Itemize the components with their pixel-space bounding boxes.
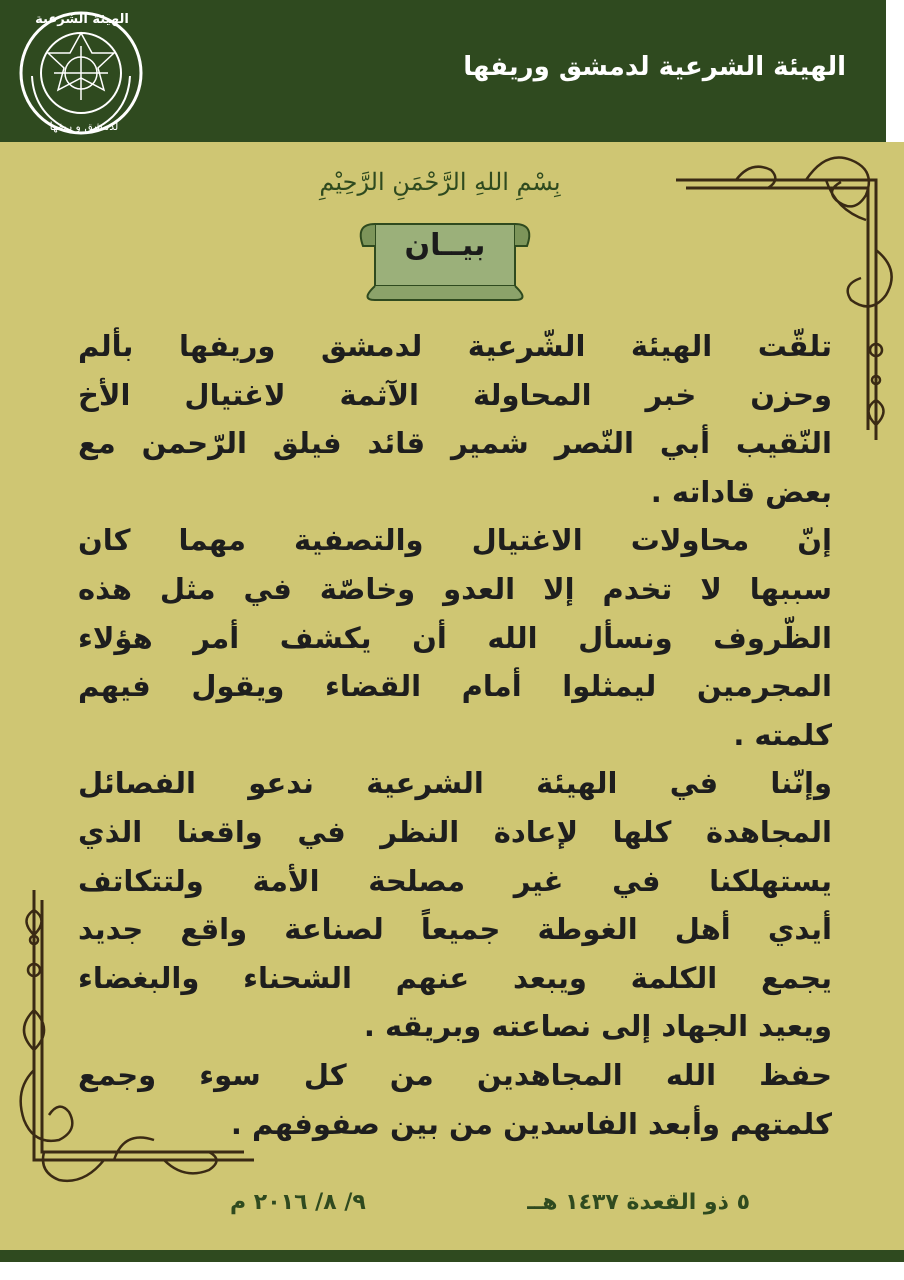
page-title: الهيئة الشرعية لدمشق وريفها [463, 52, 846, 82]
body-line: يجمع الكلمة ويبعد عنهم الشحناء والبغضاء [78, 960, 832, 995]
body-line: سببها لا تخدم إلا العدو وخاصّة في مثل هذه [78, 571, 832, 606]
logo-text-top: الهيئة الشرعية [35, 12, 129, 27]
body-line: ويعيد الجهاد إلى نصاعته وبريقه . [363, 1009, 832, 1044]
body-line: المجاهدة كلها لإعادة النظر في واقعنا الذي [78, 814, 832, 849]
body-line: كلمته . [733, 717, 832, 752]
header-edge [886, 0, 904, 142]
logo-text-bottom: لدمشق و ريفها [49, 120, 119, 133]
statement-heading: بيــان [404, 228, 486, 263]
body-line: يستهلكنا في غير مصلحة الأمة ولتتكاتف [78, 863, 832, 898]
body-line: النّقيب أبي النّصر شمير قائد فيلق الرّحمن مع [78, 426, 832, 461]
footer-edge [0, 1262, 904, 1280]
body-line: كلمتهم وأبعد الفاسدين من بين صفوفهم . [230, 1106, 832, 1141]
gregorian-date: ٩/ ٨/ ٢٠١٦ م [230, 1190, 366, 1215]
body-line: المجرمين ليمثلوا أمام القضاء ويقول فيهم [78, 669, 832, 704]
body-line: إنّ محاولات الاغتيال والتصفية مهما كان [78, 523, 832, 558]
body-line: وحزن خبر المحاولة الآثمة لاغتيال الأخ [78, 377, 832, 412]
body-line: تلقّت الهيئة الشّرعية لدمشق وريفها بألم [78, 329, 832, 363]
body-line: أيدي أهل الغوطة جميعاً لصناعة واقع جديد [78, 912, 832, 947]
date-row [230, 1190, 760, 1230]
body-line: بعض قاداته . [650, 474, 832, 509]
body-line: حفظ الله المجاهدين من كل سوء وجمع [78, 1057, 832, 1092]
header-bar [0, 0, 886, 142]
body-line: وإنّنا في الهيئة الشرعية ندعو الفصائل [78, 766, 832, 801]
hijri-date: ٥ ذو القعدة ١٤٣٧ هــ [527, 1190, 750, 1215]
footer-bar [0, 1250, 904, 1262]
body-line: الظّروف ونسأل الله أن يكشف أمر هؤلاء [78, 620, 832, 655]
bismillah-line: بِسْمِ اللهِ الرَّحْمَنِ الرَّحِيْمِ [319, 168, 561, 196]
statement-body [78, 322, 832, 1148]
